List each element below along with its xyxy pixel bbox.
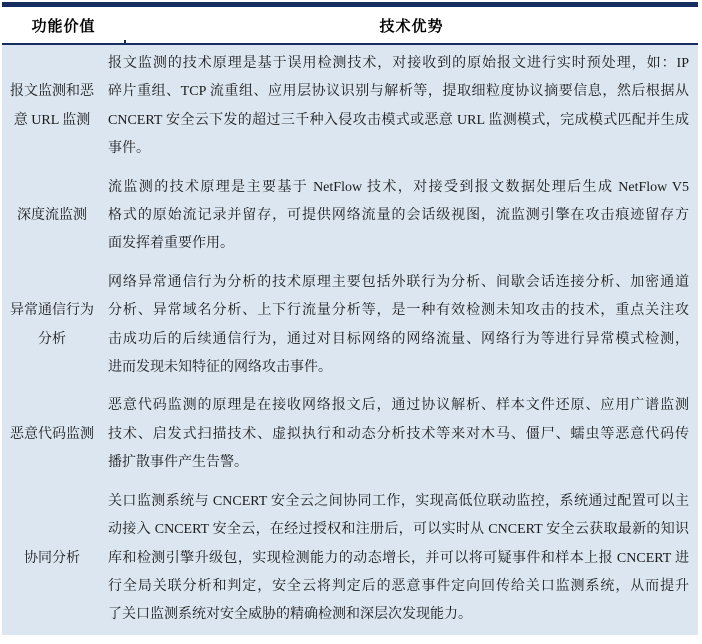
text-line: 行全局关联分析和判定，安全云将判定后的恶意事件定向回传给关口监测系统，从而提升 bbox=[108, 578, 689, 594]
text-line: 面发挥着重要作用。 bbox=[108, 236, 234, 252]
column-divider-tick bbox=[124, 40, 126, 43]
row-text-cell bbox=[102, 488, 698, 630]
row-label-cell bbox=[2, 545, 102, 573]
row-label-cell bbox=[2, 297, 102, 354]
text-line: 格式的原始流记录并留存，可提供网络流量的会话级视图，流监测引擎在攻击痕迹留存方 bbox=[108, 208, 689, 224]
text-line: 了关口监测系统对安全威胁的精确检测和深层次发现能力。 bbox=[108, 607, 472, 623]
row-label-cell bbox=[2, 78, 102, 135]
table-body bbox=[2, 45, 698, 635]
table-row bbox=[2, 483, 698, 635]
row-label-cell bbox=[2, 202, 102, 230]
table-row bbox=[2, 264, 698, 388]
row-label: 深度流监测 bbox=[17, 208, 87, 224]
table-header-row bbox=[2, 7, 698, 43]
row-label: 异常通信行为分析 bbox=[10, 303, 94, 347]
text-line: 库和检测引擎升级包，实现检测能力的动态增长，并可以将可疑事件和样本上报 CNCERT 进 bbox=[108, 550, 689, 566]
text-line: 关口监测系统与 CNCERT 安全云之间协同工作，实现高低位联动监控，系统通过配置可以主 bbox=[108, 493, 689, 509]
text-line: 进而发现未知特征的网络攻击事件。 bbox=[108, 360, 332, 376]
row-label: 协同分析 bbox=[24, 550, 80, 566]
table-row bbox=[2, 45, 698, 169]
header-cell-tech-advantage: 技术优势 bbox=[379, 18, 444, 35]
header-cell-function-value: 功能价值 bbox=[31, 18, 96, 35]
table-row bbox=[2, 169, 698, 264]
row-text-cell bbox=[102, 174, 698, 259]
text-line: 播扩散事件产生告警。 bbox=[108, 455, 248, 471]
text-line: 事件。 bbox=[108, 141, 150, 157]
text-line: CNCERT 安全云下发的超过三千种入侵攻击模式或恶意 URL 监测模式，完成模式匹配并生成 bbox=[108, 112, 689, 128]
table-row bbox=[2, 387, 698, 482]
text-line: 流监测的技术原理是主要基于 NetFlow 技术，对接受到报文数据处理后生成 NetFlow V5 bbox=[108, 179, 689, 195]
text-line: 技术、启发式扫描技术、虚拟执行和动态分析技术等来对木马、僵尸、蠕虫等恶意代码传 bbox=[108, 426, 689, 442]
text-line: 碎片重组、TCP 流重组、应用层协议识别与解析等，提取细粒度协议摘要信息，然后根据从 bbox=[108, 84, 689, 100]
text-line: 网络异常通信行为分析的技术原理主要包括外联行为分析、间歇会话连接分析、加密通道 bbox=[108, 274, 689, 290]
text-line: 分析、异常域名分析、上下行流量分析等，是一种有效检测未知攻击的技术，重点关注攻 bbox=[108, 303, 689, 319]
text-line: 恶意代码监测的原理是在接收网络报文后，通过协议解析、样本文件还原、应用广谱监测 bbox=[108, 398, 689, 414]
row-text-cell bbox=[102, 392, 698, 477]
row-label-cell bbox=[2, 421, 102, 449]
text-line: 动接入 CNCERT 安全云，在经过授权和注册后，可以实时从 CNCERT 安全云获取最新的知识 bbox=[108, 522, 689, 538]
features-table bbox=[2, 2, 698, 635]
row-text-cell bbox=[102, 269, 698, 383]
row-label: 恶意代码监测 bbox=[10, 426, 94, 442]
header-underline bbox=[2, 43, 698, 45]
text-line: 报文监测的技术原理是基于误用检测技术，对接收到的原始报文进行实时预处理，如：IP bbox=[108, 56, 689, 71]
row-text-cell bbox=[102, 50, 698, 164]
text-line: 击成功后的后续通信行为，通过对目标网络的网络流量、网络行为等进行异常模式检测， bbox=[108, 331, 689, 347]
row-label: 报文监测和恶意 URL 监测 bbox=[10, 84, 94, 128]
